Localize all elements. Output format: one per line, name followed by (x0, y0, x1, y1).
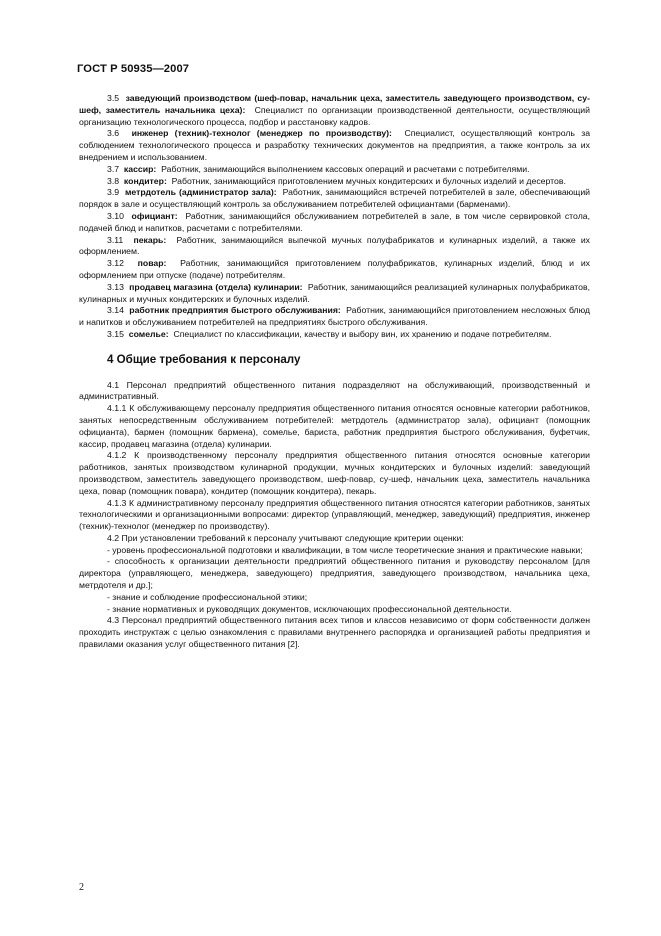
list-item: - способность к организации деятельности предприятий общественного питания и руководству персоналом [для директора (управляющего, менеджера, заведующего) предприятия, заведующего производством, начальника цеха, метрдотеля и др.]; (79, 556, 590, 591)
section-title: 4 Общие требования к персоналу (107, 352, 301, 366)
definition-3-15: 3.15 сомелье: Специалист по классификации, качеству и выбору вин, их хранению и подаче потребителям. (107, 328, 552, 339)
paragraph: 4.1.3 К административному персоналу предприятия общественного питания относятся категории работников, занятых технологическими и организационными вопросами: директор (управляющий, менеджер, заведующий) предприятия, инженер (техник)-технолог (менеджер по производству). (79, 497, 590, 532)
term: заведующий производством (шеф-повар, начальник цеха, заместитель заведующего производством, су-шеф, заместитель начальника цеха): (79, 93, 590, 115)
paragraph: 4.1.1 К обслуживающему персоналу предприятия общественного питания относятся основные категории работников, занятых непосредственным обслуживанием потребителей: метрдотель (администратор зала), официант (помощник официанта), бармен (помощник бармена), сомелье, бариста, работник предприятия быстрого обслуживания, буфетчик, кассир, продавец магазина (отдела) кулинарии. (79, 403, 590, 449)
definition-3-10: 3.10 официант: Работник, занимающийся обслуживанием потребителей в зале, в том числе сервировкой стола, подачей блюд и напитков, расчетами с потребителями. (79, 210, 591, 233)
section-4-body (79, 380, 590, 651)
list-item: - уровень профессиональной подготовки и квалификации, в том числе теоретические знания и практические навыки; (107, 544, 583, 555)
list-item: - знание нормативных и руководящих документов, исключающих профессиональной деятельности. (107, 603, 512, 614)
term: сомелье: (128, 328, 169, 339)
list-item: - знание и соблюдение профессиональной этики; (107, 591, 308, 602)
term: кассир: (123, 163, 157, 174)
term: инженер (техник)-технолог (менеджер по производству): (131, 128, 392, 139)
definition-3-11: 3.11 пекарь: Работник, занимающийся выпечкой мучных полуфабрикатов и кулинарных изделий, а также их оформлением. (79, 234, 591, 257)
term: официант: (131, 210, 178, 221)
definition-3-8: 3.8 кондитер: Работник, занимающийся приготовлением мучных кондитерских и булочных изделий и десертов. (107, 175, 566, 186)
definition-3-14: 3.14 работник предприятия быстрого обслуживания: Работник, занимающийся приготовлением несложных блюд и напитков и обслуживанием потребителей на предприятиях быстрого обслуживания. (79, 305, 590, 328)
definition-3-13: 3.13 продавец магазина (отдела) кулинарии: Работник, занимающийся реализацией кулинарных полуфабрикатов, кулинарных и мучных кондитерских и булочных изделий. (79, 281, 591, 304)
document-body (79, 93, 590, 651)
definition-3-6: 3.6 инженер (техник)-технолог (менеджер по производству): Специалист, осуществляющий контроль за соблюдением технологического процесса и разработку технических документов на предприятия, а также контроль за их внедрением и использованием. (79, 128, 591, 162)
term: пекарь: (133, 234, 167, 245)
page-number: 2 (79, 882, 84, 893)
document-header: ГОСТ Р 50935—2007 (77, 63, 190, 75)
definition-3-5: 3.5 заведующий производством (шеф-повар, начальник цеха, заместитель заведующего производством, су-шеф, заместитель начальника цеха): Специалист по организации производственной деятельности, осуществляющий организацию технологического процесса, подбор и расстановку кадров. (79, 93, 590, 127)
paragraph: 4.1.2 К производственному персоналу предприятия общественного питания относятся основные категории работников, занятых производством кулинарной продукции, мучных кондитерских и булочных изделий: заведующий производством, заместитель заведующего производством, шеф-повар, су-шеф, начальник цеха, заместитель начальника цеха, повар (помощник повара), кондитер (помощник кондитера), пекарь. (79, 450, 590, 496)
definitions-list (79, 93, 590, 341)
term: продавец магазина (отдела) кулинарии: (129, 281, 303, 292)
term: метрдотель (администратор зала): (124, 187, 277, 198)
definition-3-12: 3.12 повар: Работник, занимающийся приготовлением полуфабрикатов, кулинарных изделий, блюд и их оформлением при отпуске (подаче) потребителям. (79, 258, 591, 280)
definition-3-9: 3.9 метрдотель (администратор зала): Работник, занимающийся встречей потребителей в зале, обеспечивающий порядок в зале и осуществляющий контроль за обслуживанием потребителей официантами (барменами). (79, 187, 591, 210)
definition-3-7: 3.7 кассир: Работник, занимающийся выполнением кассовых операций и расчетами с потребителями. (107, 163, 530, 174)
paragraph: 4.3 Персонал предприятий общественного питания всех типов и классов независимо от форм собственности должен проходить инструктаж с целью ознакомления с правилами внутреннего распорядка и организацией работы предприятия и правилами оказания услуг общественного питания [2]. (79, 615, 590, 650)
paragraph: 4.1 Персонал предприятий общественного питания подразделяют на обслуживающий, производственный и административный. (79, 379, 590, 402)
term: кондитер: (123, 175, 167, 186)
term: работник предприятия быстрого обслуживания: (129, 305, 341, 316)
paragraph: 4.2 При установлении требований к персоналу учитывают следующие критерии оценки: (107, 532, 464, 543)
term: повар: (137, 258, 167, 269)
